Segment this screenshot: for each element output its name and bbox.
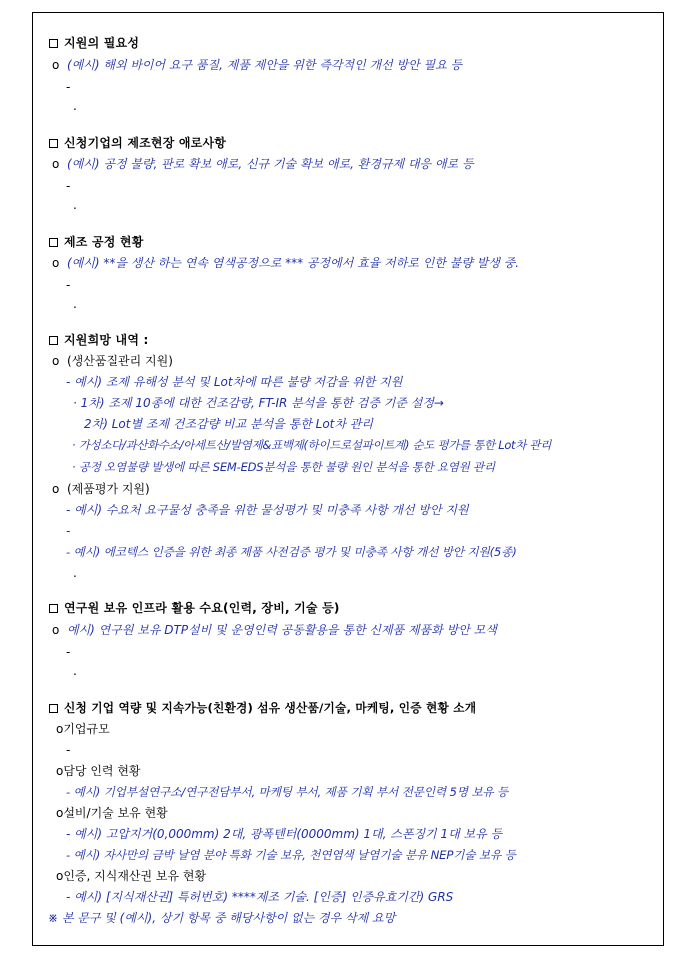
example-line: - 예시) 조제 유해성 분석 및 Lot차에 따른 불량 저감을 위한 지원 <box>66 375 403 389</box>
bullet-item: ο담당 인력 현황 <box>56 764 141 778</box>
bullet-item: ο (생산품질관리 지원) <box>52 354 173 368</box>
section-heading: 지원희망 내역 : <box>49 332 149 348</box>
dash-line: - <box>66 645 71 659</box>
checkbox-square-icon <box>49 238 58 247</box>
example-line: - 예시) 자사만의 금박 날염 분야 특화 기술 보유, 천연염색 날염기술 분유 NEP기술 보유 등 <box>66 848 516 862</box>
section-heading: 연구원 보유 인프라 활용 수요(인력, 장비, 기술 등) <box>49 600 340 616</box>
bullet-item: ο (예시) 공정 불량, 판로 확보 애로, 신규 기술 확보 애로, 환경규제 대응 애로 등 <box>52 157 474 171</box>
bullet-item: ο (제품평가 지원) <box>52 482 150 496</box>
bullet-item: ο설비/기술 보유 현황 <box>56 806 168 820</box>
bullet-item: ο인증, 지식재산권 보유 현황 <box>56 869 207 883</box>
dash-line: - <box>66 80 71 94</box>
dash-line: - <box>66 743 71 757</box>
section-heading: 신청 기업 역량 및 지속가능(친환경) 섬유 생산품/기술, 마케팅, 인증 현황 소개 <box>49 700 476 716</box>
bullet-item: ο 예시) 연구원 보유 DTP설비 및 운영인력 공동활용을 통한 신제품 제품화 방안 모색 <box>52 623 497 637</box>
checkbox-square-icon <box>49 139 58 148</box>
example-line: - 예시) 수요처 요구물성 충족을 위한 물성평가 및 미충족 사항 개선 방안 지원 <box>66 503 469 517</box>
checkbox-square-icon <box>49 704 58 713</box>
dot-line: . <box>73 99 77 113</box>
bullet-item: ο기업규모 <box>56 722 110 736</box>
dot-line: . <box>73 198 77 212</box>
dot-line: . <box>73 664 77 678</box>
bullet-item: ο (예시) 해외 바이어 요구 품질, 제품 제안을 위한 즉각적인 개선 방안 필요 등 <box>52 58 463 72</box>
dot-line: . <box>73 566 77 580</box>
example-line: · 1차) 조제 10종에 대한 건조감량, FT-IR 분석을 통한 검증 기준 설정→ <box>73 396 444 410</box>
checkbox-square-icon <box>49 604 58 613</box>
dash-line: - <box>66 179 71 193</box>
checkbox-square-icon <box>49 336 58 345</box>
dash-line: - <box>66 278 71 292</box>
dot-line: . <box>73 297 77 311</box>
footnote: ※ 본 문구 및 (예시), 상기 항목 중 해당사항이 없는 경우 삭제 요망 <box>48 911 396 925</box>
example-line: - 예시) 고압지거(0,000mm) 2대, 광폭텐터(0000mm) 1대, 스폰징기 1대 보유 등 <box>66 827 503 841</box>
section-heading: 신청기업의 제조현장 애로사항 <box>49 135 226 151</box>
checkbox-square-icon <box>49 39 58 48</box>
section-heading: 지원의 필요성 <box>49 35 139 51</box>
example-line: · 공정 오염불량 발생에 따른 SEM-EDS분석을 통한 불량 원인 분석을 통한 요염원 관리 <box>72 460 495 474</box>
dash-line: - <box>66 524 71 538</box>
bullet-item: ο (예시) **을 생산 하는 연속 염색공정으로 *** 공정에서 효율 저하로 인한 불량 발생 중. <box>52 256 520 270</box>
section-heading: 제조 공정 현황 <box>49 234 144 250</box>
example-line: 2차) Lot별 조제 건조감량 비교 분석을 통한 Lot차 관리 <box>84 417 373 431</box>
example-line: - 예시) 에코텍스 인증을 위한 최종 제품 사전검증 평가 및 미충족 사항 개선 방안 지원(5종) <box>66 545 517 559</box>
example-line: - 예시) [지식재산권] 특허번호) ****제조 기술. [인증] 인증유효기간) GRS <box>66 890 454 904</box>
example-line: · 가성소다/과산화수소/아세트산/발염제&표백제(하이드로설파이트계) 순도 평가를 통한 Lot차 관리 <box>72 438 552 452</box>
example-line: - 예시) 기업부설연구소/연구전담부서, 마케팅 부서, 제품 기획 부서 전문인력 5명 보유 등 <box>66 785 509 799</box>
